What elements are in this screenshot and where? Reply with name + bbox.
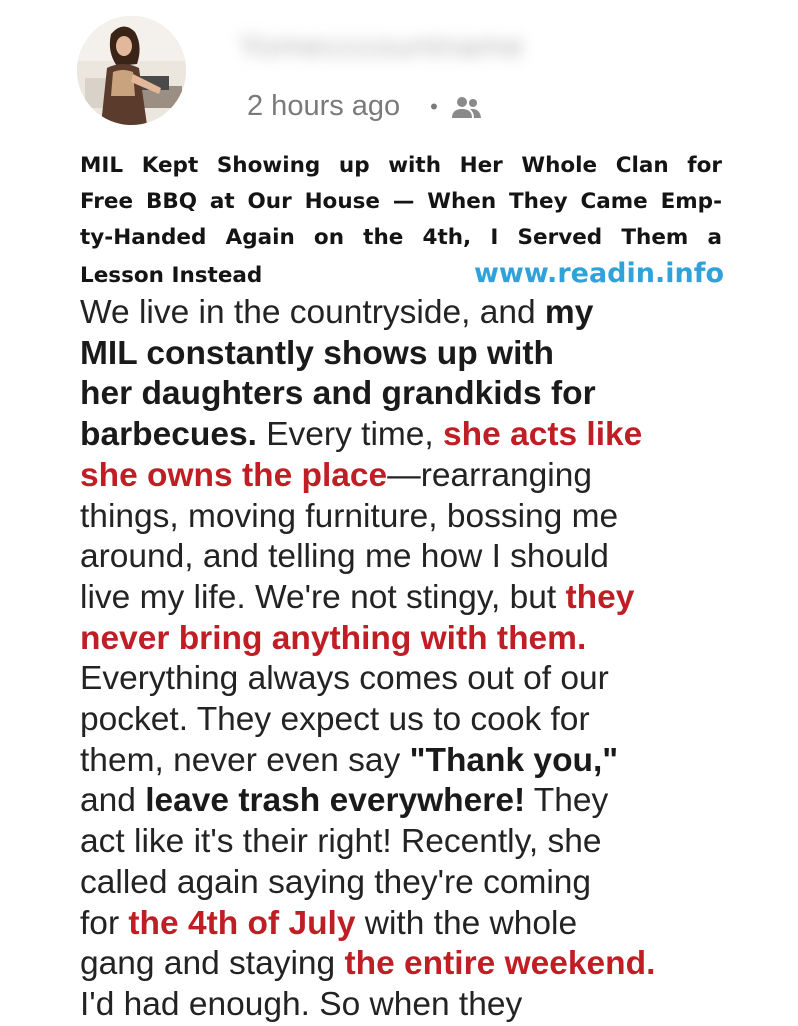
body-line: her daughters and grandkids for	[80, 375, 596, 413]
post-title	[80, 148, 722, 294]
body-line: them, never even say "Thank you,"	[80, 741, 619, 779]
body-line: barbecues. Every time, she acts like	[80, 416, 643, 454]
avatar[interactable]	[77, 16, 186, 125]
title-line: Lesson Instead	[80, 263, 263, 288]
body-line: for the 4th of July with the whole	[80, 904, 578, 942]
title-line: ty-Handed Again on the 4th, I Served Them a	[80, 225, 722, 250]
title-line: Free BBQ at Our House — When They Came Emp-	[80, 189, 722, 214]
body-line: act like it's their right! Recently, she	[80, 823, 602, 861]
body-line: things, moving furniture, bossing me	[80, 497, 619, 535]
title-line: MIL Kept Showing up with Her Whole Clan for	[80, 153, 722, 178]
body-line: never bring anything with them.	[80, 619, 587, 657]
post-header	[0, 0, 798, 140]
body-line: around, and telling me how I should	[80, 538, 609, 576]
body-line: she owns the place—rearranging	[80, 456, 593, 494]
body-line: and leave trash everywhere! They	[80, 782, 609, 820]
body-line: I'd had enough. So when they	[80, 985, 523, 1023]
body-line: pocket. They expect us to cook for	[80, 701, 590, 739]
timestamp[interactable]: 2 hours ago	[247, 90, 401, 122]
author-name[interactable]: Yomecccountname	[238, 28, 524, 64]
body-line: Everything always comes out of our	[80, 660, 609, 698]
site-watermark: www.readin.info	[473, 258, 724, 289]
avatar-photo	[77, 16, 186, 125]
body-line: live my life. We're not stingy, but they	[80, 578, 635, 616]
post-meta	[247, 90, 482, 123]
title-last-line	[80, 256, 722, 294]
body-line: called again saying they're coming	[80, 863, 592, 901]
body-line: MIL constantly shows up with	[80, 334, 554, 372]
people-icon	[450, 94, 482, 120]
post-body	[80, 293, 780, 1026]
meta-separator: •	[430, 93, 438, 119]
body-line: We live in the countryside, and my	[80, 294, 594, 331]
body-line: gang and staying the entire weekend.	[80, 945, 656, 983]
